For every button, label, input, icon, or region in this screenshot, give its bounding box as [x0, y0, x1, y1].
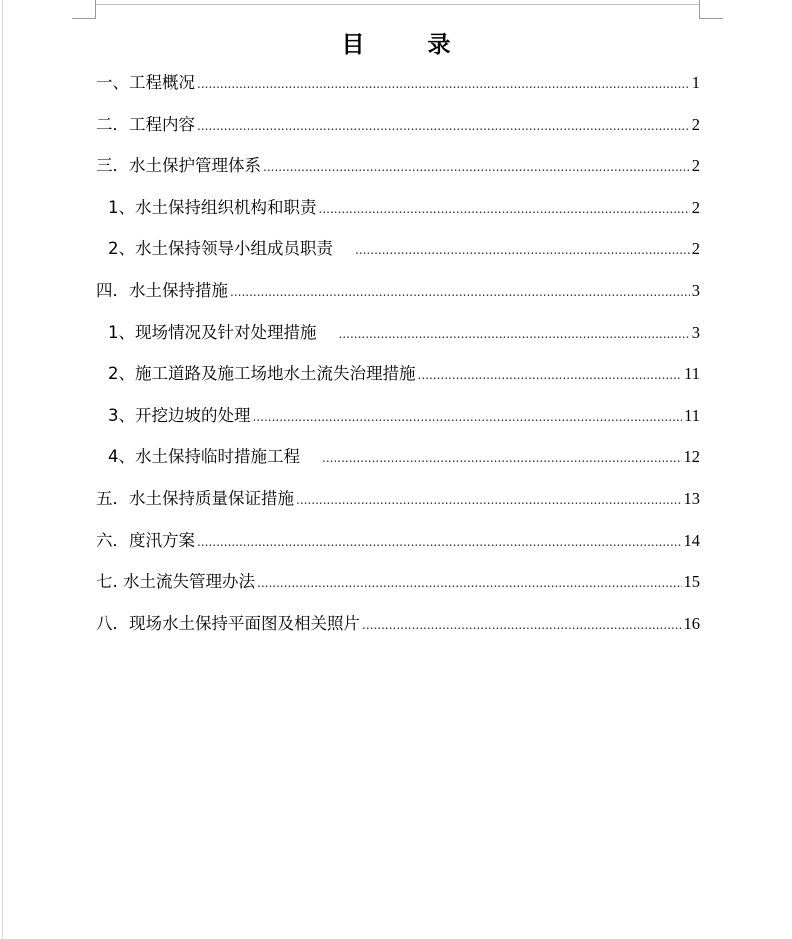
toc-page-number: 3 — [691, 280, 700, 300]
toc-page-number: 2 — [691, 114, 700, 134]
toc-page-number: 11 — [684, 405, 700, 425]
toc-page-number: 2 — [691, 156, 700, 176]
header-rule — [96, 4, 699, 5]
toc-page-number: 12 — [683, 447, 700, 467]
toc-dot-leader — [355, 235, 690, 265]
toc-entry-title: 1、水土保持组织机构和职责 — [108, 197, 317, 217]
page-edge — [2, 0, 3, 939]
toc-dot-leader — [257, 568, 682, 598]
crop-mark-right — [699, 0, 700, 18]
toc-dot-leader — [296, 485, 682, 515]
toc-dot-leader — [319, 194, 690, 224]
toc-entry[interactable] — [96, 276, 700, 318]
toc-entry-title: 一、工程概况 — [96, 73, 195, 92]
toc-dot-leader — [418, 360, 683, 390]
crop-mark-right-horizontal — [699, 18, 723, 19]
toc-entry[interactable] — [96, 193, 700, 235]
toc-page-number: 16 — [683, 613, 700, 633]
toc-entry-title: 七. 水土流失管理办法 — [96, 572, 255, 592]
toc-entry[interactable] — [96, 442, 700, 484]
toc-entry[interactable] — [96, 359, 700, 401]
toc-entry-title: 4、水土保持临时措施工程 — [108, 447, 300, 467]
toc-entry[interactable] — [96, 151, 700, 193]
toc-entry[interactable] — [96, 234, 700, 276]
toc-entry[interactable] — [96, 567, 700, 609]
toc-entry[interactable] — [96, 318, 700, 360]
toc-entry-title: 1、现场情况及针对处理措施 — [108, 322, 317, 342]
toc-dot-leader — [362, 610, 682, 640]
toc-page-number: 13 — [683, 488, 700, 508]
toc-entry[interactable] — [96, 526, 700, 568]
toc-page-number: 1 — [691, 73, 700, 92]
toc-entry-title: 二．工程内容 — [96, 114, 195, 134]
crop-mark-left — [95, 0, 96, 18]
toc-dot-leader — [253, 402, 683, 432]
toc-dot-leader — [339, 319, 690, 349]
toc-entry-title: 八．现场水土保持平面图及相关照片 — [96, 613, 360, 633]
toc-entry-title: 三．水土保护管理体系 — [96, 156, 261, 176]
toc-entry[interactable] — [96, 68, 700, 110]
toc-entry-title: 3、开挖边坡的处理 — [108, 405, 251, 425]
toc-dot-leader — [197, 111, 690, 141]
toc-entry-title: 四．水土保持措施 — [96, 280, 228, 300]
toc-dot-leader — [322, 443, 682, 473]
table-of-contents — [96, 68, 700, 650]
toc-page-number: 15 — [683, 572, 700, 592]
crop-mark-left-horizontal — [72, 18, 96, 19]
toc-dot-leader — [230, 277, 690, 307]
toc-title: 目 录 — [341, 31, 471, 58]
toc-page-number: 2 — [691, 239, 700, 259]
toc-entry-title: 2、施工道路及施工场地水土流失治理措施 — [108, 364, 416, 384]
toc-entry-title: 六．度汛方案 — [96, 530, 195, 550]
toc-entry-title: 五．水土保持质量保证措施 — [96, 488, 294, 508]
toc-entry-title: 2、水土保持领导小组成员职责 — [108, 239, 333, 259]
toc-dot-leader — [197, 527, 682, 557]
toc-page-number: 2 — [691, 197, 700, 217]
toc-page-number: 3 — [691, 322, 700, 342]
toc-page-number: 11 — [684, 364, 700, 384]
toc-entry[interactable] — [96, 401, 700, 443]
toc-dot-leader — [197, 69, 690, 99]
toc-entry[interactable] — [96, 609, 700, 651]
toc-dot-leader — [263, 152, 690, 182]
toc-page-number: 14 — [683, 530, 700, 550]
toc-entry[interactable] — [96, 110, 700, 152]
toc-entry[interactable] — [96, 484, 700, 526]
